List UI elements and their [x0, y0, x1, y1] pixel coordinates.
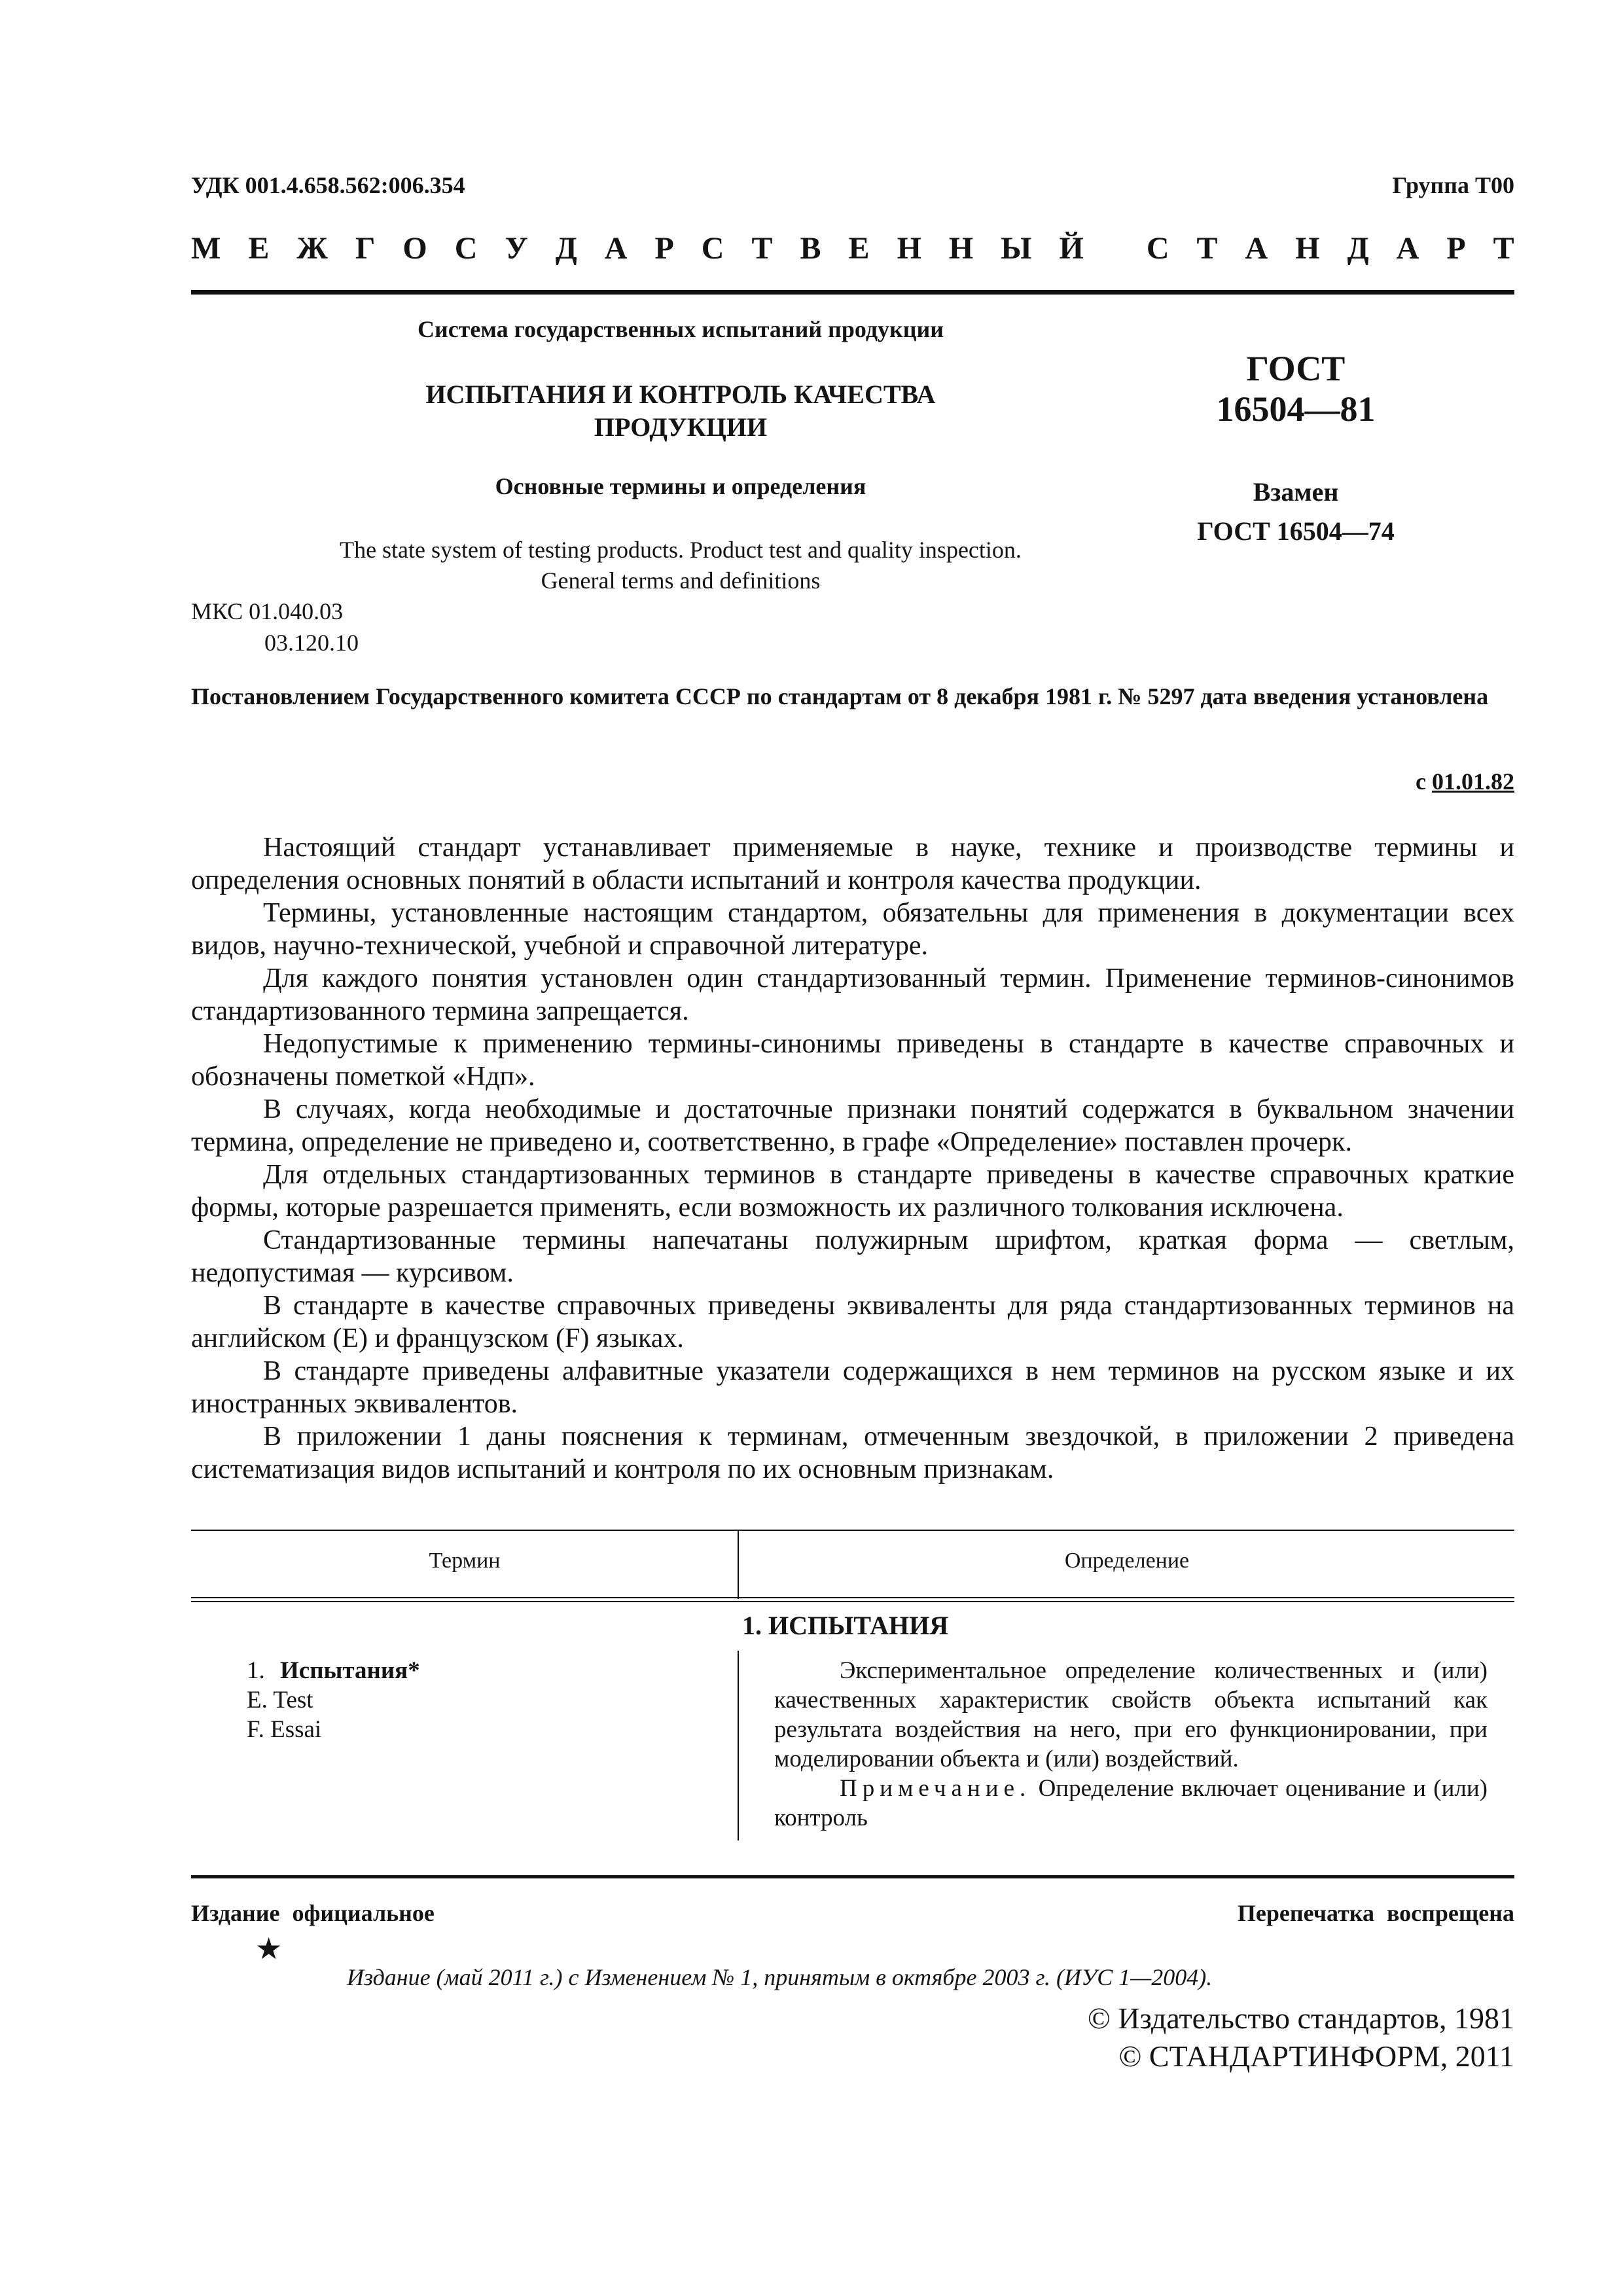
- banner-letter: Н: [948, 231, 974, 266]
- mks-line-2: 03.120.10: [264, 630, 359, 656]
- paragraph: В стандарте приведены алфавитные указатели содержащихся в нем терминов на русском языке и их иностранных эквивалентов.: [191, 1356, 1514, 1419]
- replaces-value: ГОСТ 16504—74: [1197, 516, 1395, 546]
- term-name: Испытания*: [280, 1657, 420, 1684]
- paragraph: Стандартизованные термины напечатаны полужирным шрифтом, краткая форма — светлым, недопустимая — курсивом.: [191, 1225, 1514, 1288]
- term-russian: [247, 1656, 420, 1685]
- banner-letter: О: [402, 231, 427, 266]
- table-header-divider: [738, 1530, 739, 1599]
- term-number: 1.: [247, 1657, 265, 1684]
- term-french: F. Essai: [247, 1716, 322, 1743]
- table-header-rule-2: [191, 1601, 1514, 1602]
- standard-banner: [191, 230, 1514, 266]
- gost-number: [1152, 348, 1440, 429]
- decree-text: Постановлением Государственного комитета СССР по стандартам от 8 декабря 1981 г. № 5297 дата введения установлена: [191, 683, 1489, 709]
- english-title-line-1: The state system of testing products. Product test and quality inspection.: [340, 537, 1022, 563]
- paragraph: В случаях, когда необходимые и достаточные признаки понятий содержатся в буквальном значении термина, определение не приведено и, соответственно, в графе «Определение» поставлен прочерк.: [191, 1094, 1514, 1157]
- banner-letter: Ы: [1001, 231, 1032, 266]
- body-text: [191, 831, 1514, 1486]
- footer-rule: [191, 1875, 1514, 1878]
- banner-letter: С: [701, 231, 724, 266]
- replaces-label: Взамен: [1253, 477, 1339, 507]
- note-label: Примечание.: [840, 1775, 1031, 1802]
- udk-code: УДК 001.4.658.562:006.354: [191, 172, 465, 198]
- effective-date-prefix: с: [1416, 768, 1426, 795]
- paragraph: Термины, установленные настоящим стандартом, обязательны для применения в документации всех видов, научно-технической, учебной и справочной литературе.: [191, 898, 1514, 961]
- banner-letter: Т: [751, 231, 773, 266]
- copyright-block: [1088, 2000, 1514, 2075]
- table-header-rule-1: [191, 1597, 1514, 1598]
- gost-label: ГОСТ: [1246, 349, 1346, 388]
- column-header-term: Термин: [429, 1549, 501, 1573]
- banner-letter: Р: [1446, 231, 1466, 266]
- banner-letter: С: [1146, 231, 1169, 266]
- paragraph: Для отдельных стандартизованных терминов в стандарте приведены в качестве справочных краткие формы, которые разрешается применять, если возможность их различного толкования исключена.: [191, 1160, 1514, 1223]
- document-subtitle: Основные термины и определения: [495, 473, 866, 499]
- note-text: Определение включает оценивание и (или) контроль: [774, 1775, 1488, 1831]
- banner-letter: В: [800, 231, 821, 266]
- banner-letter: Й: [1059, 231, 1084, 266]
- mks-line-1: МКС 01.040.03: [191, 598, 344, 624]
- banner-letter: Н: [897, 231, 921, 266]
- banner-letter: Г: [355, 231, 376, 266]
- reprint-prohibited: Перепечатка воспрещена: [1237, 1900, 1514, 1926]
- paragraph: Недопустимые к применению термины-синонимы приведены в стандарте в качестве справочных и обозначены пометкой «Ндп».: [191, 1029, 1514, 1092]
- mks-codes: [191, 596, 359, 658]
- term-english: E. Test: [247, 1687, 313, 1713]
- replaces-block: [1152, 473, 1440, 551]
- english-title: [249, 535, 1113, 596]
- star-icon: ★: [255, 1931, 283, 1965]
- copyright-line-2: © СТАНДАРТИНФОРМ, 2011: [1118, 2039, 1514, 2073]
- banner-letter: Н: [1295, 231, 1320, 266]
- banner-letter: М: [191, 231, 221, 266]
- banner-letter: Ж: [296, 231, 328, 266]
- title-line-1: ИСПЫТАНИЯ И КОНТРОЛЬ КАЧЕСТВА: [425, 380, 936, 409]
- effective-date-value: 01.01.82: [1432, 768, 1514, 795]
- effective-date: [1416, 768, 1514, 795]
- banner-letter: С: [454, 231, 478, 266]
- banner-letter: Е: [848, 231, 870, 266]
- banner-gap: [1111, 230, 1119, 266]
- definition-text: Экспериментальное определение количественных и (или) качественных характеристик свойств объекта испытаний как результата воздействия на него, при его функционировании, при моделировании объекта и (или) воздействий.: [774, 1657, 1488, 1772]
- banner-letter: Р: [654, 231, 674, 266]
- banner-letter: А: [604, 231, 628, 266]
- term-definition: [774, 1656, 1488, 1833]
- document-title: [262, 378, 1099, 444]
- official-edition: Издание официальное: [191, 1900, 435, 1926]
- banner-letter: А: [1245, 231, 1268, 266]
- banner-letter: Т: [1196, 231, 1218, 266]
- section-title: 1. ИСПЫТАНИЯ: [742, 1611, 949, 1640]
- gost-code: 16504—81: [1216, 389, 1376, 429]
- table-top-rule: [191, 1530, 1514, 1531]
- edition-note: Издание (май 2011 г.) с Изменением № 1, принятым в октябре 2003 г. (ИУС 1—2004).: [347, 1964, 1213, 1990]
- banner-letter: У: [505, 231, 528, 266]
- banner-letter: Д: [1347, 231, 1369, 266]
- system-name: Система государственных испытаний продукции: [417, 316, 944, 342]
- header-rule: [191, 290, 1514, 295]
- group-code: Группа Т00: [1392, 172, 1514, 198]
- banner-letter: Е: [248, 231, 270, 266]
- banner-letter: Т: [1493, 231, 1514, 266]
- banner-letter: Д: [555, 231, 577, 266]
- paragraph: Для каждого понятия установлен один стандартизованный термин. Применение терминов-синонимов стандартизованного термина запрещается.: [191, 963, 1514, 1026]
- banner-letter: А: [1396, 231, 1419, 266]
- column-header-definition: Определение: [1064, 1549, 1190, 1573]
- title-line-2: ПРОДУКЦИИ: [594, 412, 768, 442]
- table-body-divider: [738, 1651, 739, 1840]
- copyright-line-1: © Издательство стандартов, 1981: [1087, 2001, 1514, 2035]
- paragraph: Настоящий стандарт устанавливает применяемые в науке, технике и производстве термины и определения основных понятий в области испытаний и контроля качества продукции.: [191, 833, 1514, 895]
- paragraph: В приложении 1 даны пояснения к терминам, отмеченным звездочкой, в приложении 2 приведена систематизация видов испытаний и контроля по их основным признакам.: [191, 1422, 1514, 1484]
- term-entry: [247, 1656, 420, 1744]
- english-title-line-2: General terms and definitions: [541, 567, 821, 594]
- paragraph: В стандарте в качестве справочных приведены эквиваленты для ряда стандартизованных терминов на английском (E) и французском (F) языках.: [191, 1291, 1514, 1354]
